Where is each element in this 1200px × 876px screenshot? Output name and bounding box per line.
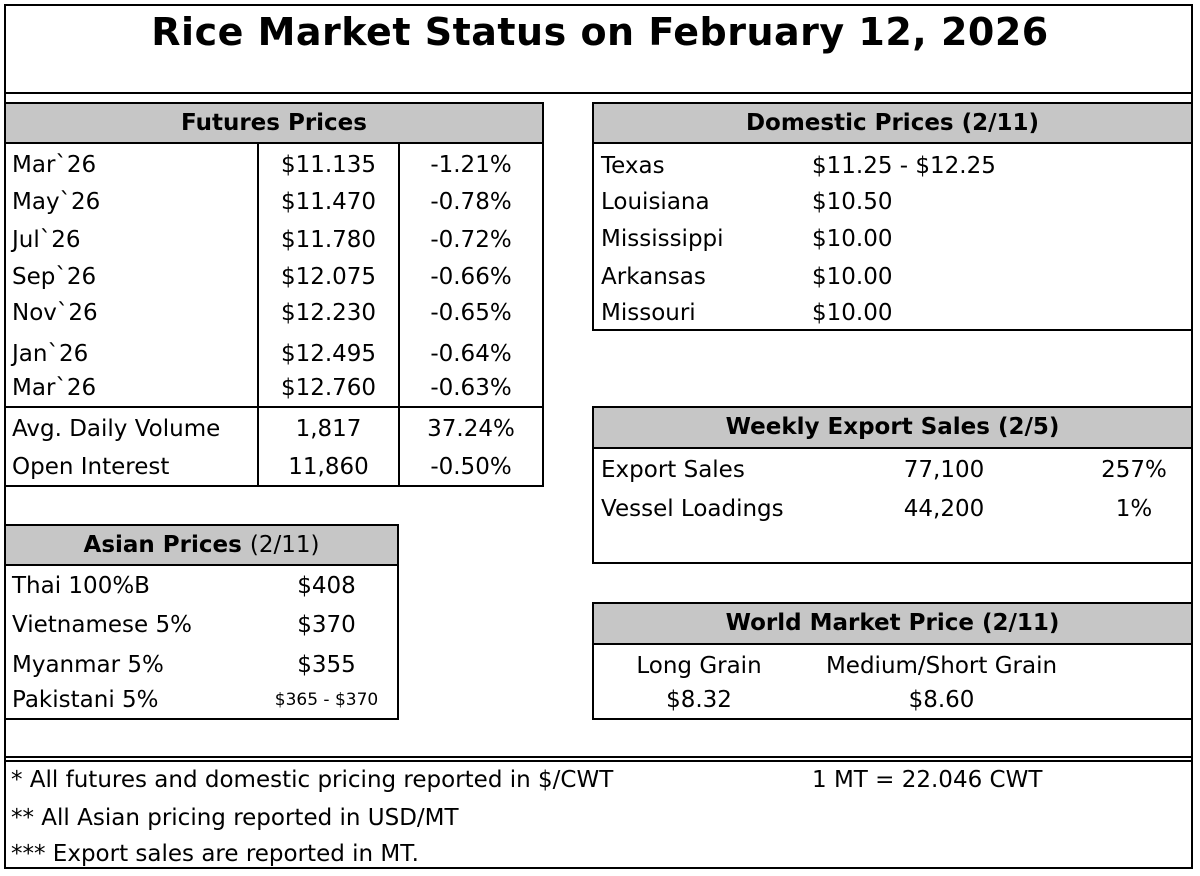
long-grain-price: $8.32	[666, 687, 732, 713]
futures-change: -0.64%	[430, 341, 512, 367]
futures-month: Nov`26	[12, 300, 98, 326]
footnote-futures-units: * All futures and domestic pricing reported in $/CWT	[11, 767, 614, 793]
asian-row	[6, 682, 397, 718]
futures-row	[6, 222, 542, 258]
page-title: Rice Market Status on February 12, 2026	[151, 10, 1049, 54]
asian-label: Thai 100%B	[12, 573, 150, 599]
export-label: Vessel Loadings	[601, 496, 784, 522]
futures-change: -0.65%	[430, 300, 512, 326]
futures-change: -1.21%	[430, 152, 512, 178]
futures-month: Jul`26	[12, 227, 81, 253]
futures-row	[6, 370, 542, 406]
futures-row	[6, 259, 542, 295]
asian-header-title: Asian Prices	[83, 532, 242, 558]
domestic-row	[594, 221, 1191, 257]
medium-grain-price: $8.60	[908, 687, 975, 713]
world-market-header: World Market Price (2/11)	[594, 604, 1191, 645]
export-label: Export Sales	[601, 457, 745, 483]
domestic-price: $11.25 - $12.25	[812, 153, 996, 179]
stat-change: 37.24%	[427, 416, 515, 442]
futures-month: May`26	[12, 189, 101, 215]
asian-label: Pakistani 5%	[12, 687, 159, 713]
domestic-row	[594, 184, 1191, 220]
futures-price: $11.780	[280, 227, 377, 253]
stat-value: 1,817	[295, 416, 362, 442]
world-market-table	[592, 602, 1193, 720]
futures-month: Mar`26	[12, 152, 97, 178]
footnote-conversion: 1 MT = 22.046 CWT	[812, 767, 1043, 793]
footnote-divider-top	[4, 756, 1193, 758]
futures-price: $12.075	[280, 264, 377, 290]
long-grain-label: Long Grain	[636, 653, 762, 679]
futures-month: Sep`26	[12, 264, 97, 290]
domestic-price: $10.50	[812, 189, 893, 215]
asian-header-date: (2/11)	[249, 532, 320, 558]
futures-stat-row	[6, 411, 542, 447]
asian-price: $370	[297, 612, 356, 638]
domestic-row	[594, 259, 1191, 295]
futures-change: -0.72%	[430, 227, 512, 253]
asian-label: Myanmar 5%	[12, 652, 164, 678]
export-change: 1%	[1115, 496, 1153, 522]
domestic-prices-header: Domestic Prices (2/11)	[594, 104, 1191, 144]
futures-row	[6, 295, 542, 331]
domestic-prices-table	[592, 102, 1193, 331]
export-sales-header: Weekly Export Sales (2/5)	[594, 408, 1191, 449]
futures-prices-header: Futures Prices	[6, 104, 542, 144]
asian-price: $355	[297, 652, 356, 678]
domestic-state: Arkansas	[601, 264, 706, 290]
domestic-price: $10.00	[812, 226, 893, 252]
futures-stats-divider	[6, 406, 542, 408]
domestic-state: Mississippi	[601, 226, 724, 252]
domestic-row	[594, 295, 1191, 331]
asian-price: $365 - $370	[274, 690, 379, 710]
futures-price: $12.760	[280, 375, 377, 401]
medium-grain-label: Medium/Short Grain	[825, 653, 1058, 679]
domestic-price: $10.00	[812, 264, 893, 290]
title-divider	[4, 92, 1193, 94]
futures-change: -0.78%	[430, 189, 512, 215]
futures-month: Jan`26	[12, 341, 89, 367]
stat-label: Open Interest	[12, 454, 170, 480]
futures-price: $12.230	[280, 300, 377, 326]
world-labels-row	[594, 648, 1191, 684]
futures-prices-table	[4, 102, 544, 487]
futures-row	[6, 336, 542, 372]
asian-prices-header	[6, 526, 397, 566]
asian-row	[6, 607, 397, 643]
asian-label: Vietnamese 5%	[12, 612, 192, 638]
stat-value: 11,860	[288, 454, 369, 480]
futures-row	[6, 147, 542, 183]
futures-change: -0.63%	[430, 375, 512, 401]
export-value: 77,100	[903, 457, 985, 483]
export-sales-table	[592, 406, 1193, 564]
asian-prices-table	[4, 524, 399, 720]
export-change: 257%	[1101, 457, 1167, 483]
domestic-row	[594, 148, 1191, 184]
futures-month: Mar`26	[12, 375, 97, 401]
world-values-row	[594, 682, 1191, 718]
domestic-price: $10.00	[812, 300, 893, 326]
stat-change: -0.50%	[430, 454, 512, 480]
asian-row	[6, 568, 397, 604]
asian-row	[6, 647, 397, 683]
futures-change: -0.66%	[430, 264, 512, 290]
stat-label: Avg. Daily Volume	[12, 416, 221, 442]
export-row	[594, 491, 1191, 527]
futures-price: $11.470	[280, 189, 377, 215]
futures-price: $11.135	[280, 152, 377, 178]
footnote-export-units: *** Export sales are reported in MT.	[11, 841, 419, 867]
export-value: 44,200	[903, 496, 985, 522]
futures-price: $12.495	[280, 341, 377, 367]
export-row	[594, 452, 1191, 488]
footnote-asian-units: ** All Asian pricing reported in USD/MT	[11, 805, 459, 831]
asian-price: $408	[297, 573, 356, 599]
futures-stat-row	[6, 449, 542, 485]
domestic-state: Missouri	[601, 300, 696, 326]
domestic-state: Texas	[601, 153, 665, 179]
domestic-state: Louisiana	[601, 189, 710, 215]
futures-row	[6, 184, 542, 220]
